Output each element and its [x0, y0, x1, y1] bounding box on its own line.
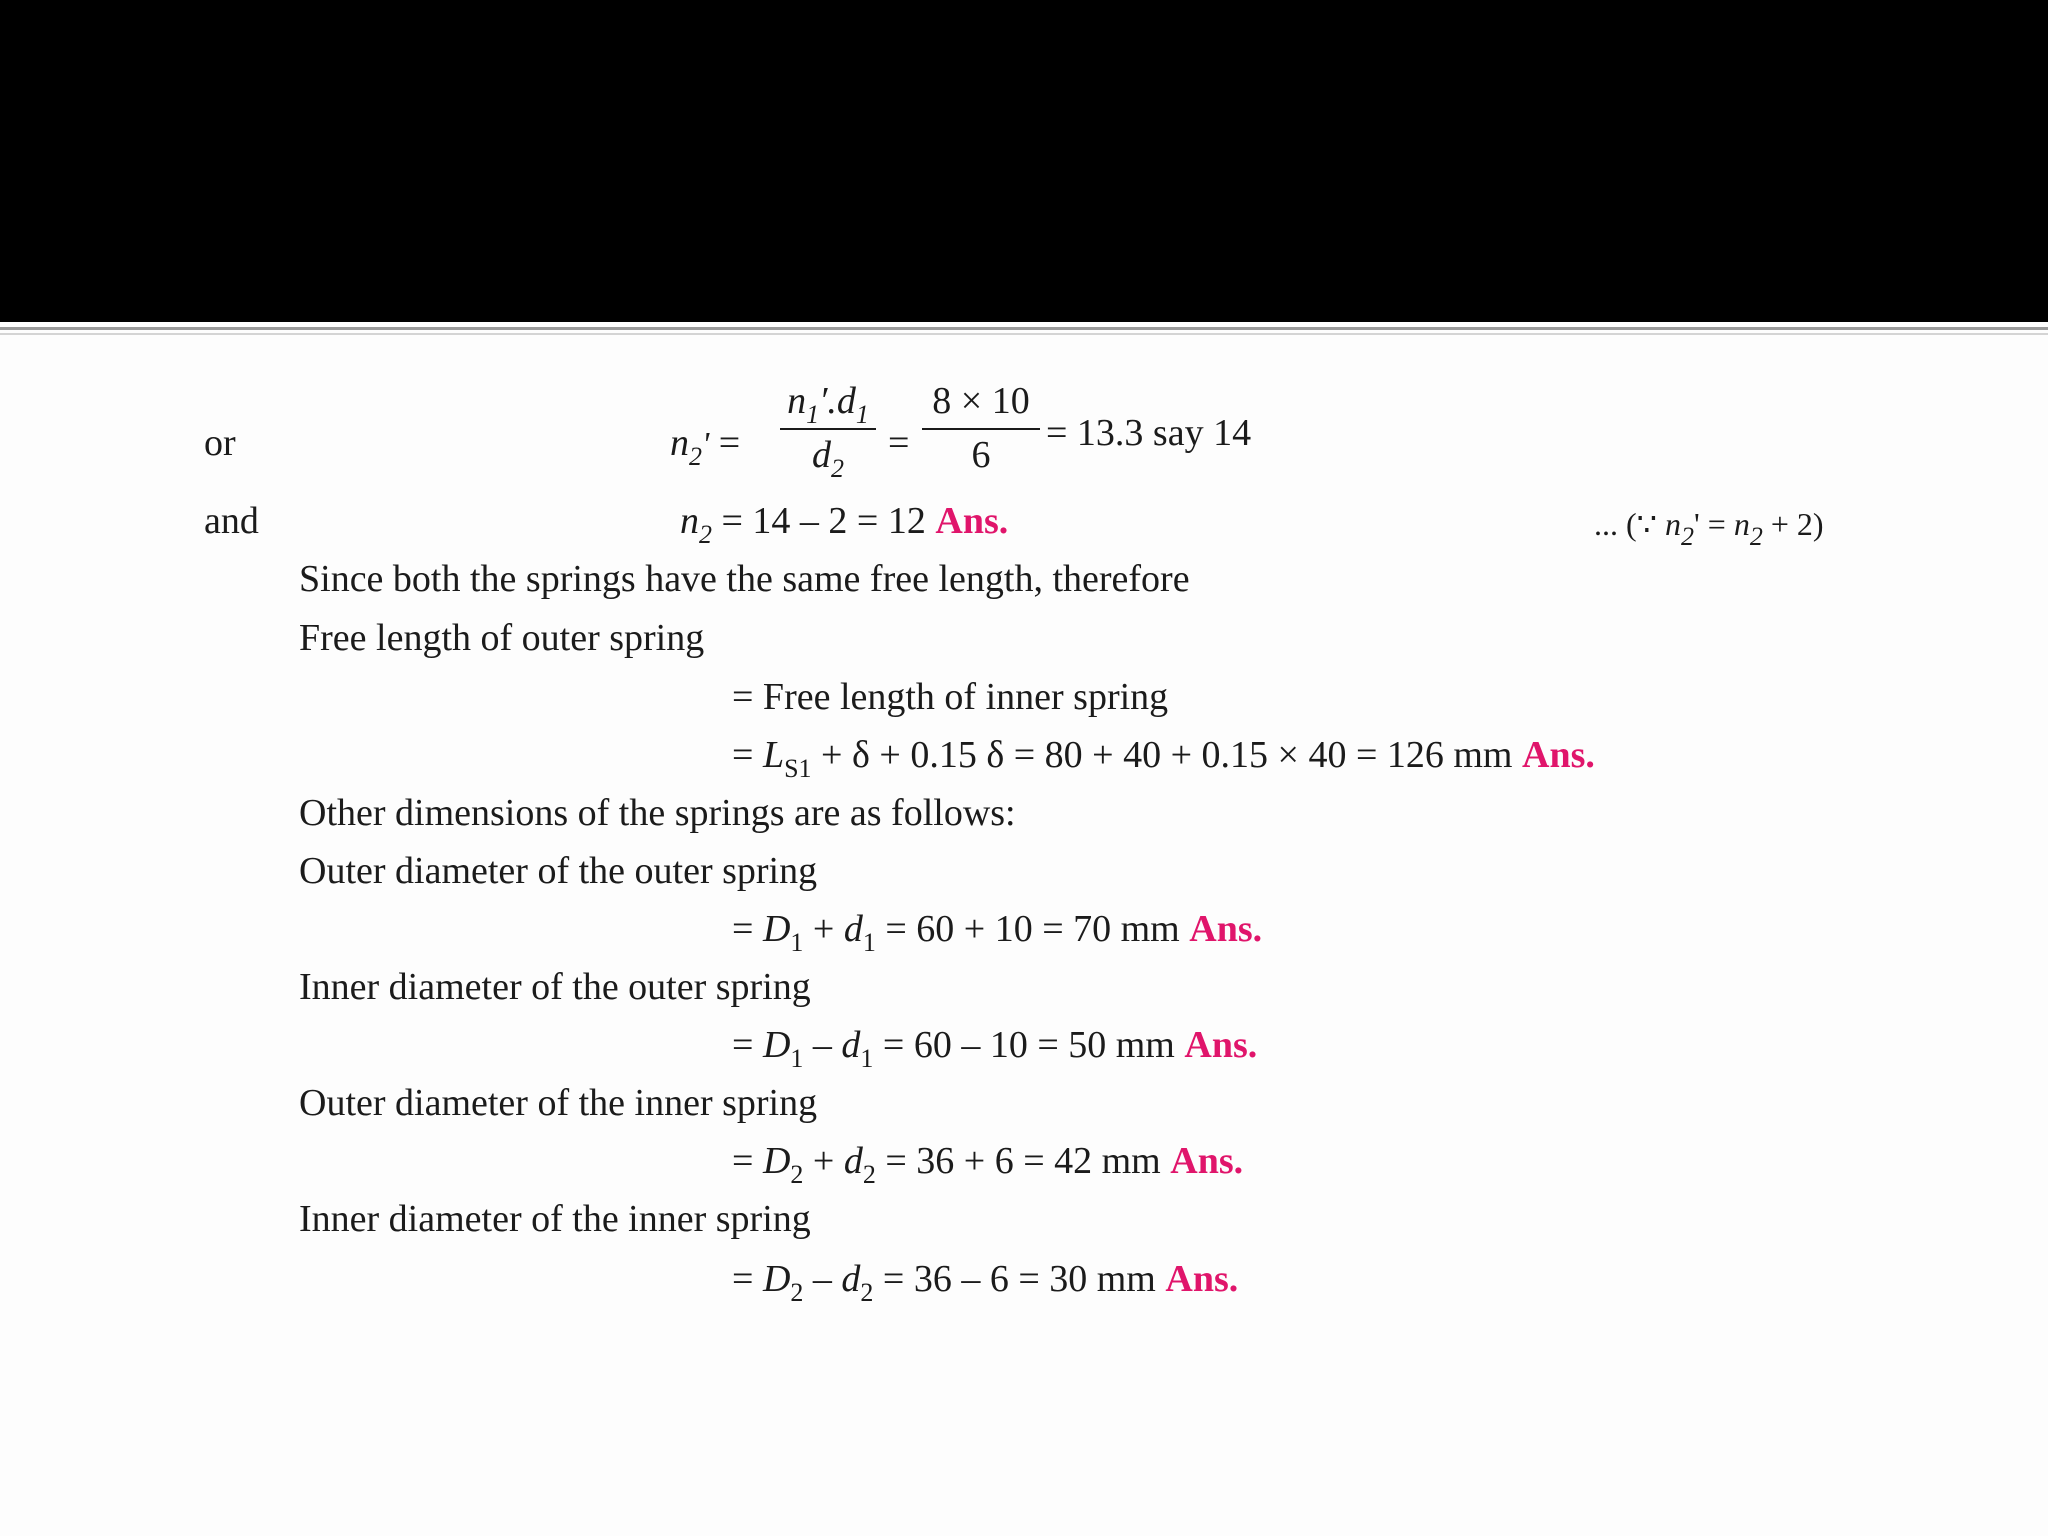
eq2-side-note: ... (∵ $n_2' = n_2 + 2$)	[1594, 506, 1824, 551]
answer-mark: Ans.	[1165, 1258, 1239, 1300]
inner-diameter-inner-calc: = $D_2 - d_2 = 36 - 6 = 30$ mm Ans.	[732, 1258, 1239, 1307]
eq1-fraction-numeric: 8 × 10 6	[922, 378, 1040, 478]
answer-mark: Ans.	[1522, 734, 1595, 776]
eq1-result: = 13.3 say 14	[1046, 412, 1252, 454]
inner-diameter-inner-label: Inner diameter of the inner spring	[299, 1198, 811, 1240]
eq1-fraction-symbolic: $n_1'.d_1$ $d_2$	[780, 378, 876, 478]
free-length-calculation: = $L_{S1} + \delta + 0.15$ δ = 80 + 40 + 0.15 × 40 = 126 mm Ans.	[732, 734, 1595, 783]
header-divider-light	[0, 333, 2048, 335]
eq2-label: and	[204, 500, 259, 542]
eq1-label: or	[204, 422, 236, 464]
answer-mark: Ans.	[935, 500, 1009, 542]
answer-mark: Ans.	[1189, 908, 1263, 950]
title-band	[0, 0, 2048, 322]
free-length-outer-label: Free length of outer spring	[299, 617, 705, 659]
eq2-expression: $n_2 = 14 - 2 = 12$ Ans.	[680, 500, 1009, 549]
other-dimensions-heading: Other dimensions of the springs are as follows:	[299, 792, 1016, 834]
outer-diameter-outer-calc: = $D_1 + d_1 = 60 + 10 = 70$ mm Ans.	[732, 908, 1263, 957]
eq1-lhs: $n_2'$ =	[670, 422, 741, 471]
outer-diameter-inner-label: Outer diameter of the inner spring	[299, 1082, 818, 1124]
inner-diameter-outer-calc: = $D_1 - d_1 = 60 - 10 = 50$ mm Ans.	[732, 1024, 1258, 1073]
outer-diameter-inner-calc: = $D_2 + d_2 = 36 + 6 = 42$ mm Ans.	[732, 1140, 1244, 1189]
answer-mark: Ans.	[1170, 1140, 1244, 1182]
free-length-inner-equality: = Free length of inner spring	[732, 676, 1169, 718]
eq1-equals: =	[888, 422, 910, 464]
answer-mark: Ans.	[1184, 1024, 1258, 1066]
since-statement: Since both the springs have the same free length, therefore	[299, 558, 1190, 600]
header-divider	[0, 327, 2048, 330]
inner-diameter-outer-label: Inner diameter of the outer spring	[299, 966, 811, 1008]
outer-diameter-outer-label: Outer diameter of the outer spring	[299, 850, 818, 892]
